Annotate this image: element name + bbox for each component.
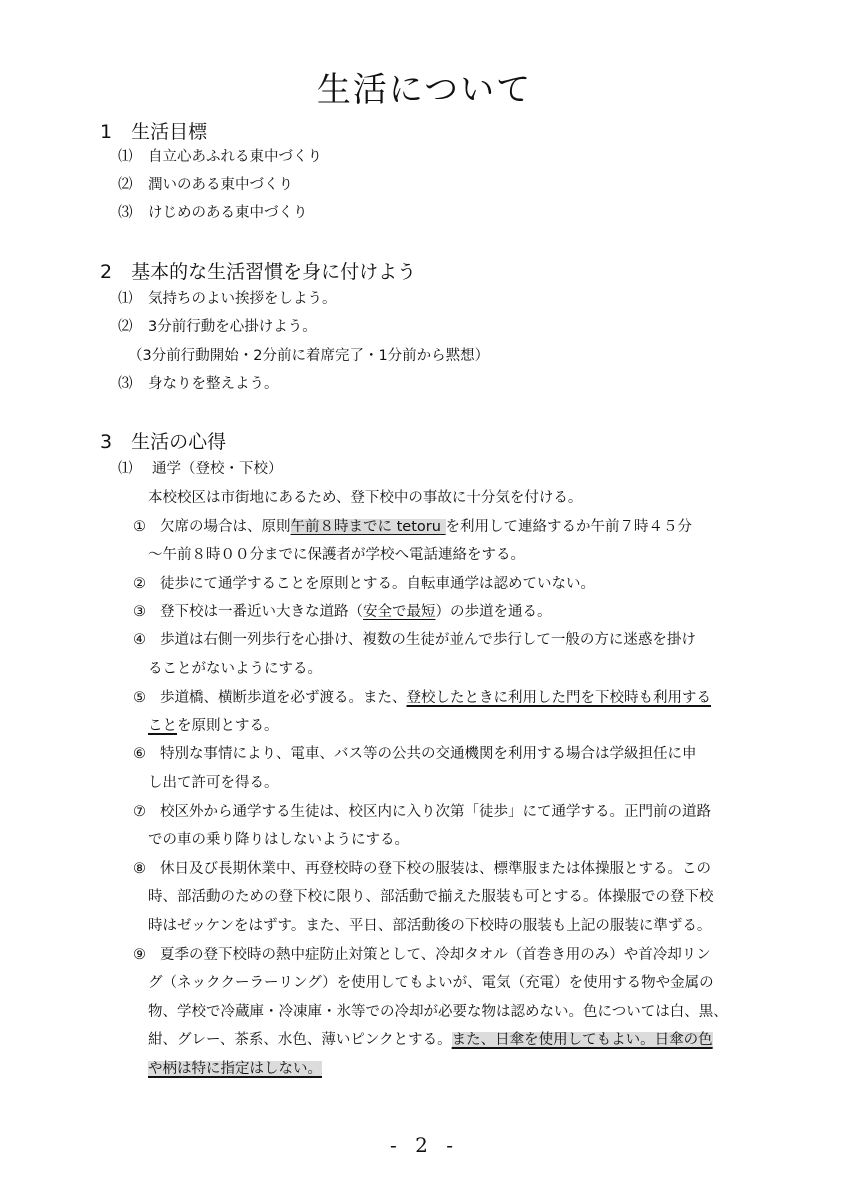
item-text: 自立心あふれる東中づくり bbox=[148, 149, 322, 165]
rule-continuation: 時はゼッケンをはずす。また、平日、部活動後の下校時の服装も上記の服装に準ずる。 bbox=[148, 918, 712, 934]
rule-continuation: ることがないようにする。 bbox=[148, 661, 322, 677]
rule-item bbox=[133, 515, 692, 536]
highlighted-time: 午前８時までに tetoru bbox=[290, 519, 446, 535]
item-number: ⑴ bbox=[118, 461, 133, 477]
rule-number: ④ bbox=[133, 632, 146, 648]
rule-text: 歩道は右側一列歩行を心掛け、複数の生徒が並んで歩行して一般の方に迷惑を掛け bbox=[160, 632, 696, 648]
rule-continuation: 物、学校で冷蔵庫・冷凍庫・氷等での冷却が必要な物は認めない。色については白、黒、 bbox=[148, 1004, 728, 1020]
rule-number: ⑥ bbox=[133, 746, 146, 762]
rule-text: を原則とする。 bbox=[177, 718, 279, 734]
rule-continuation: ～午前８時００分までに保護者が学校へ電話連絡をする。 bbox=[148, 547, 525, 563]
rule-text: 登下校は一番近い大きな道路（ bbox=[160, 604, 363, 620]
highlighted-text: や柄は特に指定はしない。 bbox=[148, 1061, 322, 1077]
rule-item bbox=[133, 686, 711, 707]
list-item bbox=[118, 201, 308, 222]
rule-continuation bbox=[148, 1057, 322, 1078]
rule-continuation: 時、部活動のための登下校に限り、部活動で揃えた服装も可とする。体操服での登下校 bbox=[148, 889, 714, 905]
list-item bbox=[118, 287, 337, 308]
rule-text: 特別な事情により、電車、バス等の公共の交通機関を利用する場合は学級担任に申 bbox=[160, 746, 697, 762]
rule-text: 夏季の登下校時の熱中症防止対策として、冷却タオル（首巻き用のみ）や首冷却リン bbox=[160, 947, 711, 963]
rule-text: 欠席の場合は、原則 bbox=[160, 519, 291, 535]
rule-number: ⑧ bbox=[133, 861, 146, 877]
list-item bbox=[118, 372, 279, 393]
rule-continuation bbox=[148, 714, 279, 735]
underlined-text: 安全で最短 bbox=[363, 604, 436, 620]
rule-number: ⑦ bbox=[133, 804, 146, 820]
page-title: 生活について bbox=[316, 70, 533, 110]
item-number: ⑶ bbox=[118, 205, 133, 221]
rule-item bbox=[133, 628, 696, 649]
page-number: - 2 - bbox=[390, 1133, 459, 1157]
rule-text: 紺、グレー、茶系、水色、薄いピンクとする。 bbox=[148, 1032, 452, 1048]
rule-number: ⑨ bbox=[133, 947, 146, 963]
rule-text: 休日及び長期休業中、再登校時の登下校の服装は、標準服または体操服とする。この bbox=[160, 861, 711, 877]
list-item-note: （3分前行動開始・2分前に着席完了・1分前から黙想） bbox=[128, 348, 490, 364]
rule-number: ② bbox=[133, 576, 146, 592]
subsection-heading bbox=[118, 457, 283, 478]
highlighted-text bbox=[291, 519, 446, 535]
rule-continuation: し出て許可を得る。 bbox=[148, 775, 279, 791]
item-number: ⑴ bbox=[118, 291, 133, 307]
rule-item bbox=[133, 572, 595, 593]
item-text: 潤いのある東中づくり bbox=[148, 177, 293, 193]
section3-heading: 3 生活の心得 bbox=[100, 431, 227, 453]
rule-number: ③ bbox=[133, 604, 146, 620]
rule-text: 徒歩にて通学することを原則とする。自転車通学は認めていない。 bbox=[160, 576, 595, 592]
rule-number: ⑤ bbox=[133, 690, 146, 706]
item-text: 3分前行動を心掛けよう。 bbox=[148, 319, 317, 335]
underlined-text: 登校したときに利用した門を下校時も利用する bbox=[406, 690, 711, 706]
item-number: ⑵ bbox=[118, 319, 133, 335]
rule-text: を利用して連絡するか午前７時４５分 bbox=[445, 519, 693, 535]
list-item bbox=[118, 315, 317, 336]
item-text: 気持ちのよい挨拶をしよう。 bbox=[148, 291, 337, 307]
rule-text: 校区外から通学する生徒は、校区内に入り次第「徒歩」にて通学する。正門前の道路 bbox=[160, 804, 711, 820]
underlined-text: こと bbox=[148, 718, 177, 734]
rule-continuation: グ（ネッククーラーリング）を使用してもよいが、電気（充電）を使用する物や金属の bbox=[148, 975, 714, 991]
highlighted-text: また、日傘を使用してもよい。日傘の色 bbox=[451, 1032, 713, 1048]
item-number: ⑶ bbox=[118, 376, 133, 392]
item-number: ⑴ bbox=[118, 149, 133, 165]
rule-item bbox=[133, 857, 711, 878]
rule-text: ）の歩道を通る。 bbox=[435, 604, 552, 620]
item-text: 身なりを整えよう。 bbox=[148, 376, 279, 392]
item-number: ⑵ bbox=[118, 177, 133, 193]
rule-item bbox=[133, 600, 552, 621]
section2-heading: 2 基本的な生活習慣を身に付けよう bbox=[100, 261, 417, 283]
subsection-title: 通学（登校・下校） bbox=[152, 461, 283, 477]
list-item bbox=[118, 145, 322, 166]
list-item bbox=[118, 173, 293, 194]
rule-item bbox=[133, 742, 697, 763]
rule-number: ① bbox=[133, 519, 146, 535]
item-text: けじめのある東中づくり bbox=[148, 205, 308, 221]
rule-item bbox=[133, 800, 711, 821]
rule-item bbox=[133, 943, 711, 964]
section1-heading: 1 生活目標 bbox=[100, 121, 208, 143]
intro-text: 本校校区は市街地にあるため、登下校中の事故に十分気を付ける。 bbox=[148, 490, 583, 506]
rule-text: 歩道橋、横断歩道を必ず渡る。また、 bbox=[160, 690, 407, 706]
rule-continuation bbox=[148, 1028, 713, 1049]
rule-continuation: での車の乗り降りはしないようにする。 bbox=[148, 832, 409, 848]
